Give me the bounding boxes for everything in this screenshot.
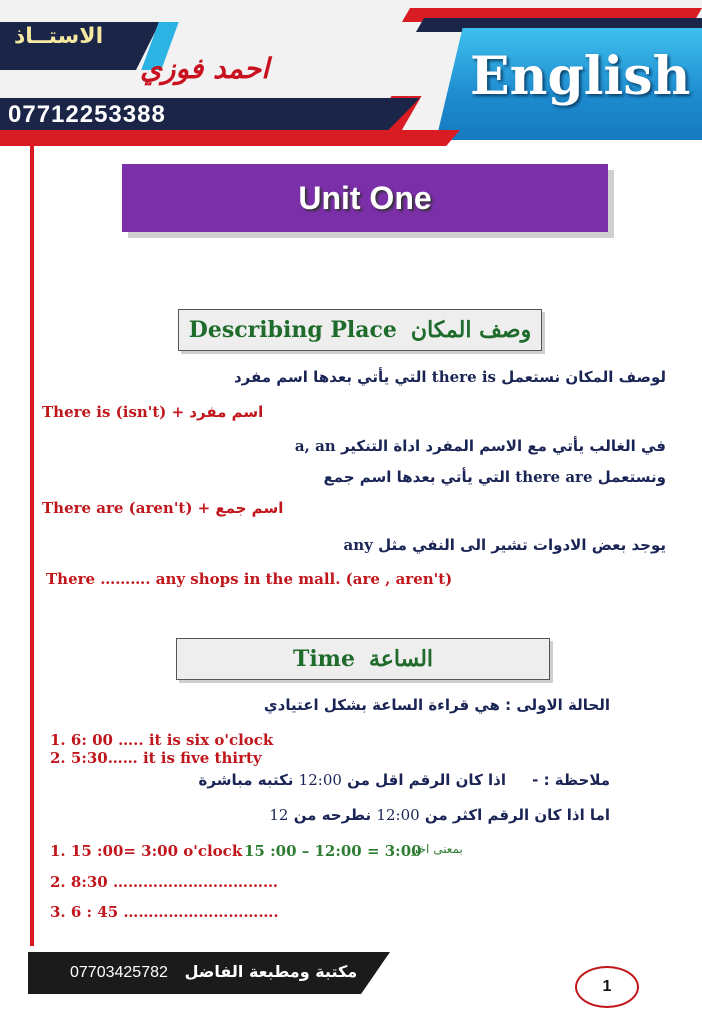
formula-ar: اسم مفرد [189,403,264,421]
formula-en: There is (isn't) + [42,403,185,421]
text-segment: يوجد بعض الادوات تشير الى النفي مثل [378,536,666,554]
text-segment: اما اذا كان الرقم اكثر من [424,806,610,824]
time-case-one: الحالة الاولى : هي قراءة الساعة بشكل اعتيادي [263,696,610,714]
place-example: There ………. any shops in the mall. (are , aren't) [46,570,453,588]
section-time-title-en: Time [292,646,355,672]
teacher-name: احمد فوزي [140,52,270,85]
time-note-line2 [30,806,610,824]
time-calculation: 15 :00 – 12:00 = 3:00 [244,842,422,860]
keyword-any: any [343,536,373,554]
time-example-3: 3. 6 : 45 …………………………. [50,903,279,921]
section-time-title-ar: الساعة [368,646,434,672]
time-note-line1 [30,771,610,789]
place-rule-article [26,437,666,455]
text-segment: ونستعمل [597,468,666,486]
footer-credit [70,962,357,982]
time-example-1: 1. 15 :00= 3:00 o'clock [50,842,243,860]
time-value: 12:00 [376,806,420,824]
keyword-there-are: there are [515,468,593,486]
formula-ar: اسم جمع [215,499,284,517]
subject-title: English [470,46,691,107]
time-value: 12:00 [298,771,342,789]
section-time-heading [176,638,550,680]
keyword-there-is: there is [431,368,496,386]
list-item: 1. 6: 00 ….. it is six o'clock [50,731,274,749]
section-place-title-en: Describing Place [188,317,397,343]
text-segment: اذا كان الرقم اقل من [347,771,506,789]
text-segment: نطرحه من [293,806,372,824]
footer-phone: 07703425782 [70,964,168,981]
place-rule-there-is [26,368,666,386]
teacher-label: الاستــاذ [14,24,104,49]
place-rule-negation [26,536,666,554]
header-divider [0,130,460,146]
list-item: 2. 5:30…… it is five thirty [50,749,262,767]
number-value: 12 [269,806,289,824]
page-number: 1 [602,978,612,995]
time-examples-one [50,731,273,767]
unit-title: Unit One [298,179,432,216]
calc-label: بمعنى اخر [412,842,463,856]
text-segment: لوصف المكان نستعمل [501,368,666,386]
formula-there-are [42,498,283,517]
formula-en: There are (aren't) + [42,499,211,517]
teacher-phone: 07712253388 [8,101,166,128]
note-label: ملاحظة : - [532,771,610,789]
text-segment: في الغالب يأتي مع الاسم المفرد اداة التنكير [340,437,666,455]
section-place-heading [178,309,542,351]
page-number-badge [575,966,639,1008]
text-segment: التي يأتي بعدها اسم جمع [323,468,511,486]
place-rule-there-are [26,468,666,486]
text-segment: نكتبه مباشرة [198,771,294,789]
section-place-title-ar: وصف المكان [410,317,532,343]
unit-title-box [122,164,608,232]
formula-there-is [42,402,263,421]
time-example-2: 2. 8:30 …………………………… [50,873,278,891]
keyword-a-an: a, an [294,437,336,455]
text-segment: التي يأتي بعدها اسم مفرد [233,368,427,386]
footer-shop-name: مكتبة ومطبعة الفاضل [184,962,358,981]
